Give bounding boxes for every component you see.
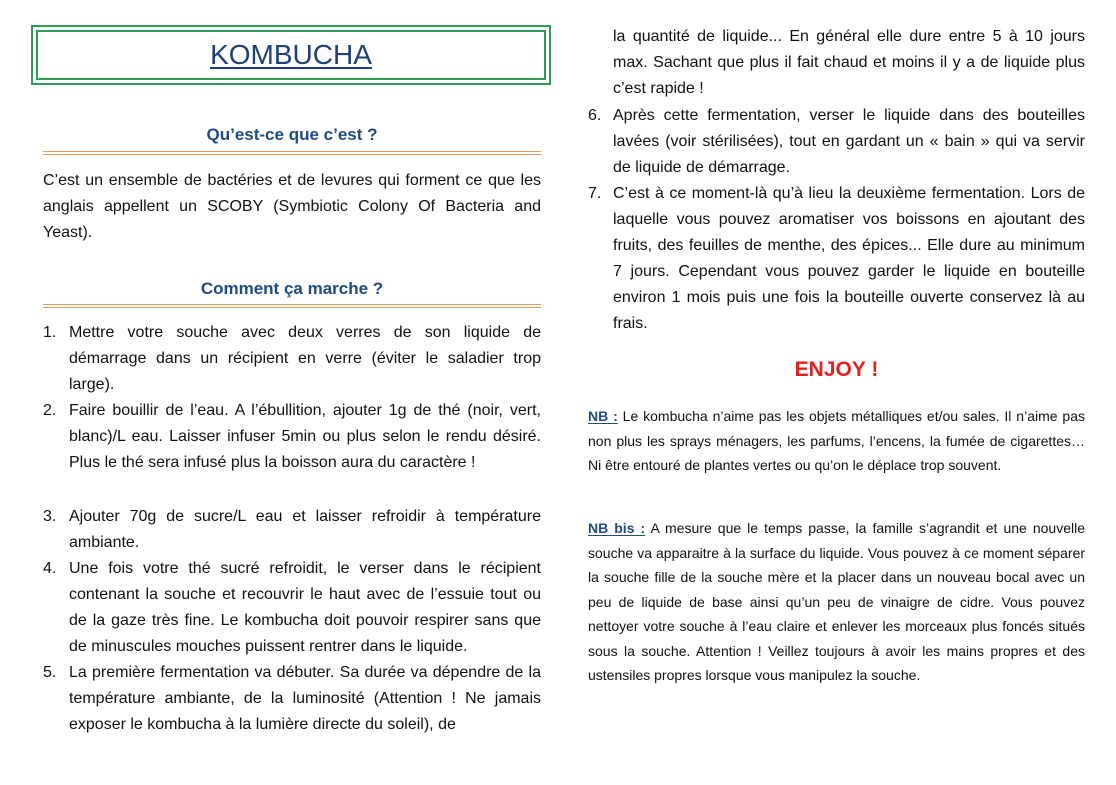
section-heading-how: Comment ça marche ? — [200, 279, 384, 298]
title-box — [31, 25, 551, 85]
list-item — [43, 320, 541, 398]
list-text: La première fermentation va débuter. Sa durée va dépendre de la température ambiante, de la luminosité (Attention ! Ne jamais exposer le kombucha à la lumière directe du soleil), de — [69, 664, 541, 733]
heading-divider — [43, 151, 541, 155]
list-item — [43, 556, 541, 660]
list-item-continuation: la quantité de liquide... En général elle dure entre 5 à 10 jours max. Sachant que plus il fait chaud et moins il y a de liquide plus c’est rapide ! — [613, 28, 1085, 97]
note-nb — [588, 404, 1085, 478]
note-text: A mesure que le temps passe, la famille s’agrandit et une nouvelle souche va apparaitre à la surface du liquide. Vous pouvez à ce moment séparer la souche fille de la souche mère et la placer dans un nouveau bocal avec un peu de liquide de base ainsi qu’un peu de vinaigre de cidre. Vous pouvez nettoyer votre souche à l’eau claire et enlever les morceaux plus foncés situés sous la souche. Attention ! Veillez toujours à avoir les mains propres et des ustensiles propres lorsque vous manipulez la souche. — [588, 520, 1085, 683]
list-item — [43, 398, 541, 476]
list-number: 5. — [43, 664, 57, 681]
definition-paragraph: C’est un ensemble de bactéries et de levures qui forment ce que les anglais appellent un SCOBY (Symbiotic Colony Of Bacteria and Yeast). — [43, 172, 541, 241]
note-text: Le kombucha n’aime pas les objets métalliques et/ou sales. Il n’aime pas non plus les sprays ménagers, les parfums, l’encens, la fumée de cigarettes… Ni être entouré de plantes vertes ou qu’on le déplace trop souvent. — [588, 408, 1085, 473]
list-number: 1. — [43, 324, 57, 341]
heading-divider — [43, 304, 541, 308]
note-label: NB bis : — [588, 520, 646, 536]
section-heading-what: Qu’est-ce que c’est ? — [206, 125, 378, 144]
list-text: Après cette fermentation, verser le liquide dans des bouteilles lavées (voir stérilisées), tout en gardant un « bain » qui va servir de liquide de démarrage. — [613, 107, 1085, 176]
list-item — [43, 504, 541, 556]
list-number: 6. — [588, 107, 602, 124]
list-text: C’est à ce moment-là qu’à lieu la deuxième fermentation. Lors de laquelle vous pouvez aromatiser vos boissons en ajoutant des fruits, des feuilles de menthe, des épices... Elle dure au minimum 7 jours. Cependant vous pouvez garder le liquide en bouteille environ 1 mois puis une fois la bouteille ouverte conservez là au frais. — [613, 185, 1085, 332]
enjoy-banner: ENJOY ! — [794, 358, 879, 381]
list-number: 4. — [43, 560, 57, 577]
list-number: 2. — [43, 402, 57, 419]
page-title: KOMBUCHA — [210, 39, 372, 70]
list-number: 3. — [43, 508, 57, 525]
list-text: Ajouter 70g de sucre/L eau et laisser refroidir à température ambiante. — [69, 508, 541, 551]
list-text: Une fois votre thé sucré refroidit, le verser dans le récipient contenant la souche et recouvrir le haut avec de l’essuie tout ou de la gaze très fine. Le kombucha doit pouvoir respirer sans que de minuscules mouches puissent rentrer dans le liquide. — [69, 560, 541, 655]
list-text: Faire bouillir de l’eau. A l’ébullition, ajouter 1g de thé (noir, vert, blanc)/L eau. Laisser infuser 5min ou plus selon le rendu désiré. Plus le thé sera infusé plus la boisson aura du caractère ! — [69, 402, 541, 471]
list-item — [588, 103, 1085, 181]
list-text: Mettre votre souche avec deux verres de son liquide de démarrage dans un récipient en verre (éviter le saladier trop large). — [69, 324, 541, 393]
list-number: 7. — [588, 185, 602, 202]
note-label: NB : — [588, 408, 618, 424]
list-item — [588, 181, 1085, 337]
note-nb-bis — [588, 516, 1085, 688]
list-item — [43, 660, 541, 738]
